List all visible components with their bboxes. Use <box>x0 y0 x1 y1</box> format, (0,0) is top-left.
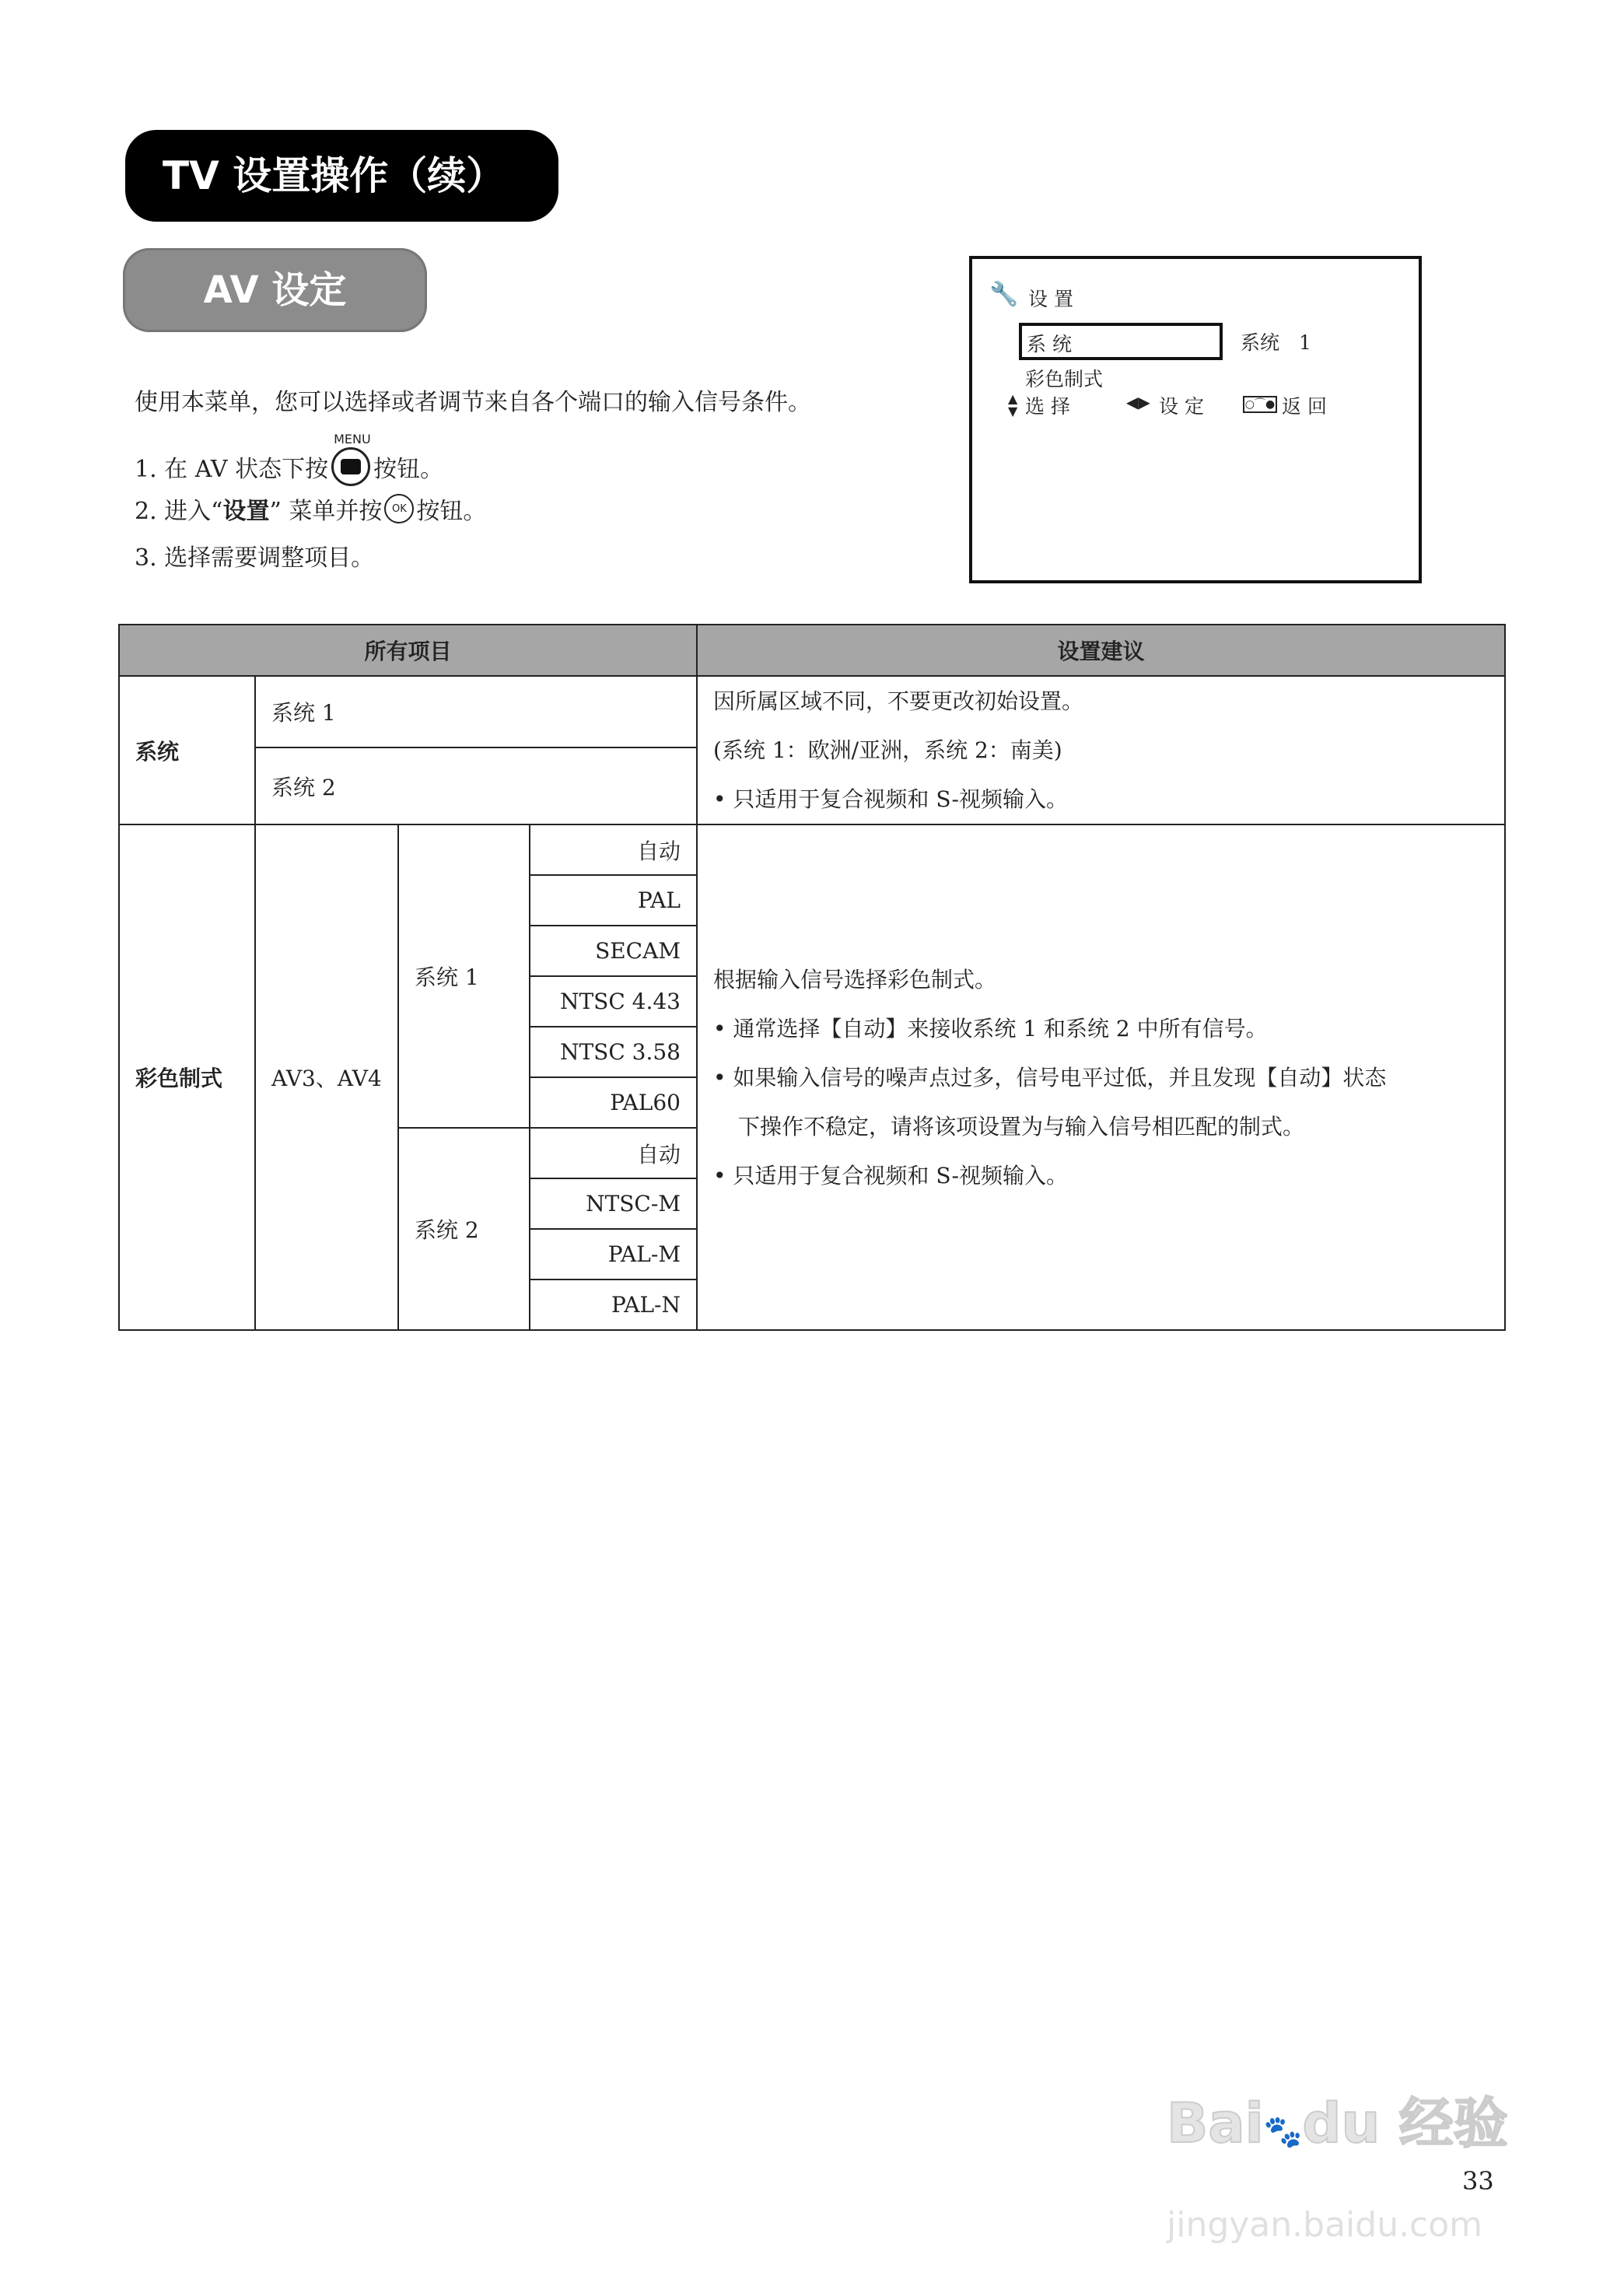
color-label: 彩色制式 <box>119 824 255 1330</box>
step-1-text: 1. 在 AV 状态下按 <box>135 456 329 483</box>
mode-cell: 自动 <box>530 1128 697 1178</box>
mode-cell: PAL-M <box>530 1229 697 1280</box>
step-2-mid: ” 菜单并按 <box>269 498 383 525</box>
sys2-label: 系统 2 <box>398 1128 530 1330</box>
header-advice: 设置建议 <box>697 625 1505 676</box>
ok-button-icon: OK <box>384 494 414 523</box>
osd-menu-screenshot <box>969 256 1422 583</box>
osd-hint-select: 选 择 <box>1025 395 1070 418</box>
step-1 <box>135 432 444 486</box>
section-title: AV 设定 <box>123 248 427 332</box>
intro-text: 使用本菜单，您可以选择或者调节来自各个端口的输入信号条件。 <box>135 389 811 416</box>
mode-cell: PAL-N <box>530 1280 697 1330</box>
watermark-logo: Bai🐾du 经验 <box>1167 2092 1508 2155</box>
settings-table <box>118 624 1506 1331</box>
step-3: 3. 选择需要调整项目。 <box>135 544 375 572</box>
osd-value: 系统 1 <box>1241 331 1311 354</box>
system-option: 系统 2 <box>255 747 697 824</box>
osd-hint-back: 返 回 <box>1282 395 1327 418</box>
step-2 <box>135 492 486 526</box>
mode-cell: PAL60 <box>530 1077 697 1128</box>
mode-cell: PAL <box>530 875 697 926</box>
watermark-url: jingyan.baidu.com <box>1167 2205 1483 2245</box>
menu-label: MENU <box>334 432 371 446</box>
left-right-arrow-icon: ◀▶ <box>1126 393 1150 411</box>
system-option: 系统 1 <box>255 676 697 747</box>
color-advice: 根据输入信号选择彩色制式。 • 通常选择【自动】来接收系统 1 和系统 2 中所有信号。 • 如果输入信号的噪声点过多，信号电平过低，并且发现【自动】状态 下操作不稳定，请将该项设置为与输入信号相匹配的制式。 • 只适用于复合视频和 S-视频输入。 <box>697 824 1505 1330</box>
system-advice: 因所属区域不同，不要更改初始设置。 (系统 1：欧洲/亚洲，系统 2：南美) • 只适用于复合视频和 S-视频输入。 <box>697 676 1505 824</box>
mode-cell: NTSC 4.43 <box>530 976 697 1027</box>
menu-button-icon <box>331 432 371 486</box>
up-down-arrow-icon: ▲ ▼ <box>1008 391 1018 418</box>
step-1-suffix: 按钮。 <box>373 456 444 483</box>
system-label: 系统 <box>119 676 255 824</box>
return-button-icon: ○⌒● <box>1243 396 1277 413</box>
chapter-title: TV 设置操作（续） <box>125 130 558 222</box>
osd-item-color: 彩色制式 <box>1025 368 1104 390</box>
osd-title: 设 置 <box>1028 288 1073 310</box>
step-2-suffix: 按钮。 <box>416 498 487 525</box>
color-inputs: AV3、AV4 <box>255 824 398 1330</box>
mode-cell: NTSC 3.58 <box>530 1027 697 1077</box>
step-2-bold: 设置 <box>222 498 270 525</box>
mode-cell: 自动 <box>530 824 697 875</box>
wrench-icon: 🔧 <box>989 281 1019 308</box>
osd-hint-set: 设 定 <box>1159 395 1204 418</box>
step-2-text: 2. 进入“ <box>135 498 223 525</box>
mode-cell: NTSC-M <box>530 1178 697 1229</box>
header-items: 所有项目 <box>119 625 697 676</box>
page-number: 33 <box>1462 2166 1494 2196</box>
mode-cell: SECAM <box>530 926 697 976</box>
sys1-label: 系统 1 <box>398 824 530 1128</box>
osd-item-system: 系 统 <box>1019 323 1223 360</box>
